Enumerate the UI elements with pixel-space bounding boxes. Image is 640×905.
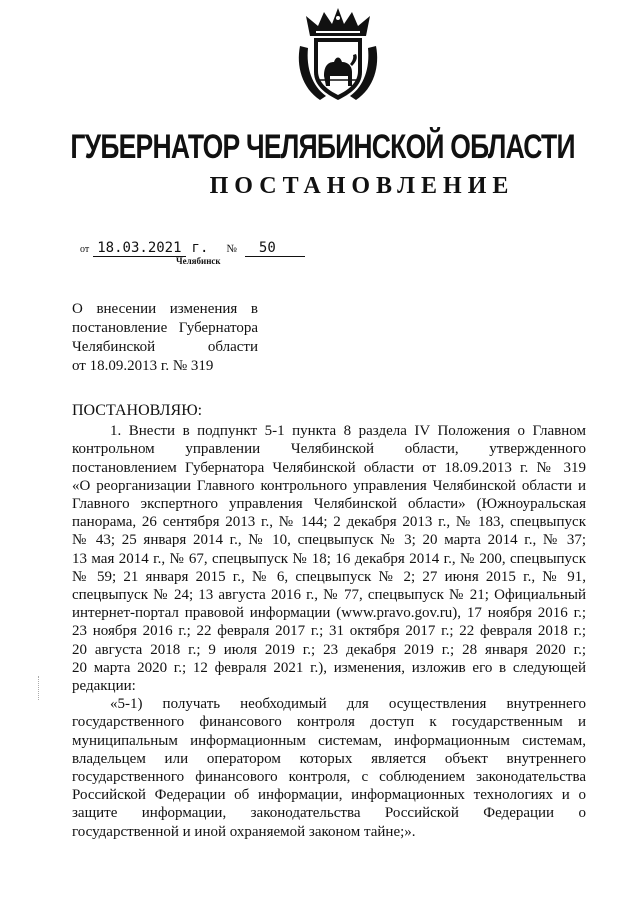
- margin-mark: [38, 676, 40, 700]
- text-line: государственного финансового контроля, с соблюдением законодательства: [72, 769, 586, 786]
- document-type: ПОСТАНОВЛЕНИЕ: [209, 173, 515, 199]
- text-line: «О реорганизации Главного контрольного управления Челябинской области и: [72, 477, 586, 494]
- date-number-line: [80, 240, 305, 257]
- subject-line: от 18.09.2013 г. № 319: [72, 358, 214, 374]
- text-line: «5-1) получать необходимый для осуществления внутреннего: [110, 696, 586, 713]
- text-line: 23 ноября 2016 г.; 22 февраля 2017 г.; 31 октября 2017 г.; 22 февраля 2018 г.;: [72, 623, 586, 640]
- document-subject: [72, 300, 258, 376]
- date-prefix: от: [80, 244, 90, 255]
- paragraph-1: [72, 422, 586, 695]
- issuer-title: ГУБЕРНАТОР ЧЕЛЯБИНСКОЙ ОБЛАСТИ: [70, 128, 575, 166]
- subject-line: О внесении изменения в: [72, 301, 258, 317]
- text-line: № 43; 25 января 2014 г., № 10, спецвыпуск № 3; 20 марта 2014 г., № 37;: [72, 532, 586, 549]
- number-sign: №: [226, 243, 237, 255]
- text-line: контрольном управлении Челябинской области, утвержденного: [72, 441, 586, 458]
- text-line: постановлением Губернатора Челябинской области от 18.09.2013 г. № 319: [72, 459, 586, 476]
- text-line: 13 мая 2014 г., № 67, спецвыпуск № 18; 16 декабря 2014 г., № 200, спецвыпуск: [72, 550, 586, 567]
- text-line: 1. Внести в подпункт 5-1 пункта 8 раздела IV Положения о Главном: [110, 423, 586, 440]
- paragraph-2: [72, 695, 586, 841]
- text-line: государственного финансового контроля доступ к государственным и: [72, 714, 586, 731]
- document-body: [72, 402, 586, 841]
- text-line: государственной и иной охраняемой законом тайне;».: [72, 823, 416, 840]
- document-number: 50: [245, 240, 305, 257]
- year-suffix: г.: [191, 240, 209, 256]
- document-date: 18.03.2021: [93, 240, 185, 257]
- city: Челябинск: [176, 256, 221, 266]
- text-line: владельцем или оператором которых является объект внутреннего: [72, 750, 586, 767]
- text-line: панорама, 26 сентября 2013 г., № 144; 2 декабря 2013 г., № 183, спецвыпуск: [72, 514, 586, 531]
- text-line: муниципальным информационным системам, информационным системам,: [72, 732, 586, 749]
- text-line: спецвыпуск № 24; 13 августа 2016 г., № 77, спецвыпуск № 21; Официальный: [72, 587, 586, 604]
- text-line: Российской Федерации об информации, информационных технологиях и о: [72, 787, 586, 804]
- subject-line: постановление Губернатора: [72, 320, 258, 336]
- text-line: редакции:: [72, 678, 136, 695]
- text-line: № 59; 21 января 2015 г., № 6, спецвыпуск № 2; 27 июня 2015 г., № 91,: [72, 568, 586, 585]
- decree-word: ПОСТАНОВЛЯЮ:: [72, 402, 203, 419]
- chelyabinsk-coat-of-arms-icon: [296, 6, 380, 104]
- text-line: 20 марта 2020 г.; 12 февраля 2021 г.), изменения, изложив его в следующей: [72, 659, 586, 676]
- subject-line: Челябинской области: [72, 339, 258, 355]
- text-line: Главного экспертного управления Челябинской области» (Южноуральская: [72, 496, 586, 513]
- text-line: 20 августа 2018 г.; 9 июля 2019 г.; 23 декабря 2019 г.; 28 января 2020 г.;: [72, 641, 586, 658]
- text-line: защите информации, законодательства Российской Федерации о: [72, 805, 586, 822]
- text-line: интернет-портал правовой информации (www.pravo.gov.ru), 17 ноября 2016 г.;: [72, 605, 586, 622]
